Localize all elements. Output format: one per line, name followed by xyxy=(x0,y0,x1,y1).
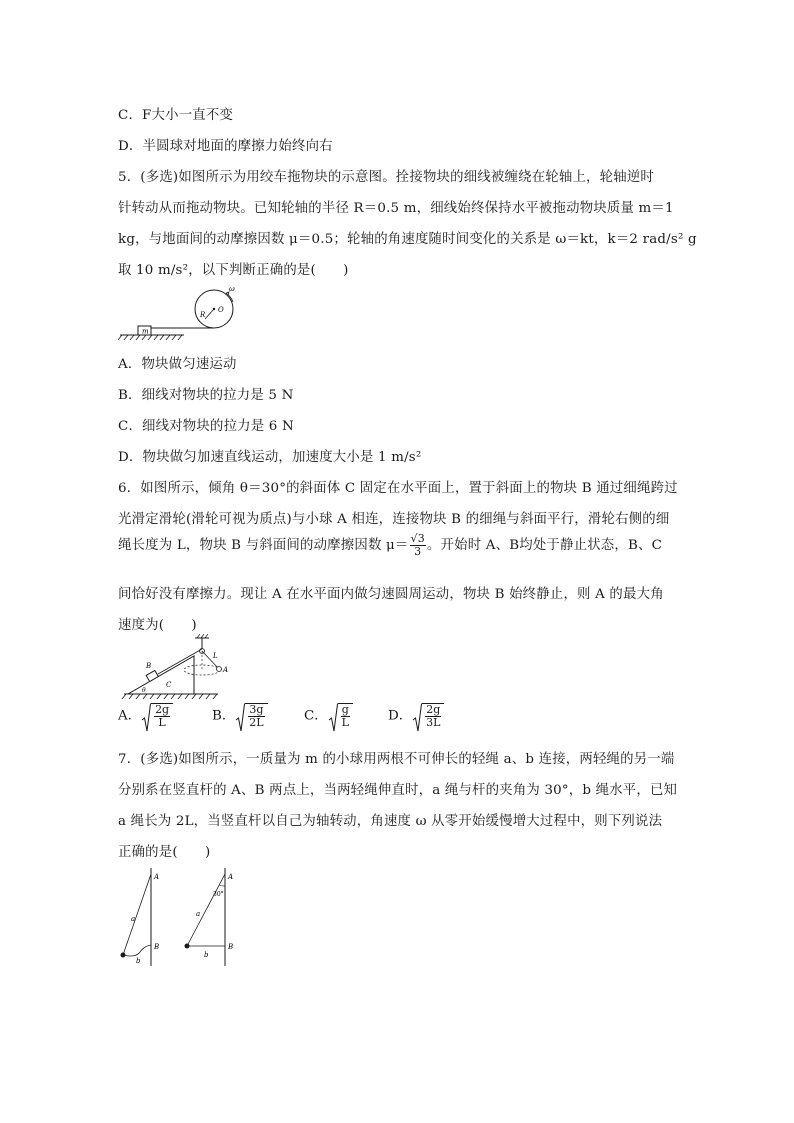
q7-stem-line-1: 7．(多选)如图所示，一质量为 m 的小球用两根不可伸长的轻绳 a、b 连接，两轻绳的另一端 xyxy=(118,752,675,767)
q7-label-rope-b-2: b xyxy=(204,951,209,959)
q5-option-c: C．细线对物块的拉力是 6 N xyxy=(118,419,294,434)
q6-option-a-label: A． xyxy=(118,708,142,724)
q6-option-c-label: C． xyxy=(304,708,328,724)
q6-option-b-label: B． xyxy=(212,708,236,724)
q7-label-b-point-2: B xyxy=(228,943,234,951)
q5-option-a: A．物块做匀速运动 xyxy=(118,357,237,372)
q7-rod-figure-1 xyxy=(116,866,164,968)
q7-label-rope-b-1: b xyxy=(136,957,141,965)
q6-option-b-den: 2L xyxy=(249,716,264,729)
q7-label-rope-a-2: a xyxy=(196,910,201,918)
q6-stem-line-3 xyxy=(118,533,662,558)
q4-option-d: D．半圆球对地面的摩擦力始终向右 xyxy=(118,139,333,154)
q5-label-omega: ω xyxy=(229,285,235,293)
q5-label-r: R xyxy=(200,311,206,319)
q6-option-b xyxy=(212,703,268,729)
q5-option-d: D．物块做匀加速直线运动，加速度大小是 1 m/s² xyxy=(118,450,422,465)
q6-stem-line-1: 6．如图所示，倾角 θ＝30°的斜面体 C 固定在水平面上，置于斜面上的物块 B 通过细绳跨过 xyxy=(118,481,678,496)
q5-option-b: B．细线对物块的拉力是 5 N xyxy=(118,388,294,403)
q6-stem-line-2: 光滑定滑轮(滑轮可视为质点)与小球 A 相连，连接物块 B 的细绳与斜面平行，滑轮右侧的细 xyxy=(118,512,670,527)
q7-rod-figure-2 xyxy=(180,866,240,968)
q7-stem-line-4: 正确的是( ) xyxy=(118,845,211,860)
q6-label-c: C xyxy=(166,681,172,689)
q5-label-o: O xyxy=(218,306,224,314)
q6-stem-line-4: 间恰好没有摩擦力。现让 A 在水平面内做匀速圆周运动，物块 B 始终静止，则 A 的最大角 xyxy=(118,587,664,602)
q6-incline-figure xyxy=(118,634,243,700)
q6-mu-fraction xyxy=(410,533,426,558)
q7-rope-a-1 xyxy=(123,874,151,955)
q6-label-l: L xyxy=(213,652,218,660)
q7-label-a-point-2: A xyxy=(228,873,234,881)
q7-rope-a-2 xyxy=(187,874,225,946)
q6-option-c xyxy=(304,703,353,729)
q5-stem-line-2: 针转动从而拖动物块。已知轮轴的半径 R＝0.5 m，细线始终保持水平被拖动物块质量 m＝1 xyxy=(118,201,674,216)
q6-ball-a xyxy=(217,667,222,672)
q7-stem-line-2: 分别系在竖直杆的 A、B 两点上，当两轻绳伸直时，a 绳与杆的夹角为 30°，b 绳水平，已知 xyxy=(118,783,678,798)
q6-label-theta: θ xyxy=(142,687,146,694)
q7-label-rope-a-1: a xyxy=(131,915,136,923)
q6-option-d xyxy=(388,703,444,729)
q5-winch-figure xyxy=(118,282,253,344)
q7-ball-2 xyxy=(185,944,190,949)
q6-option-d-num: 2g xyxy=(426,703,441,716)
q5-stem-line-1: 5．(多选)如图所示为用绞车拖物块的示意图。拴接物块的细线被缠绕在轮轴上，轮轴逆时 xyxy=(118,170,655,185)
q6-stem-line-3b: 。开始时 A、B均处于静止状态，B、C xyxy=(426,538,663,553)
q7-rope-b-1 xyxy=(123,945,151,956)
q7-label-angle: 30° xyxy=(213,891,224,898)
q7-label-a-point-1: A xyxy=(154,873,160,881)
q6-option-a xyxy=(118,703,173,729)
q6-mu-denominator: 3 xyxy=(414,545,422,558)
q6-option-c-den: L xyxy=(341,716,349,729)
q5-stem-line-3: kg，与地面间的动摩擦因数 μ＝0.5；轮轴的角速度随时间变化的关系是 ω＝kt，k＝2 rad/s² g xyxy=(118,232,697,247)
q7-label-b-point-1: B xyxy=(154,943,160,951)
q6-option-c-num: g xyxy=(341,703,349,716)
q6-label-b: B xyxy=(146,662,152,670)
q6-stem-line-5: 速度为( ) xyxy=(118,618,197,633)
q4-option-c: C．F大小一直不变 xyxy=(118,108,234,123)
q6-stem-line-3a: 绳长度为 L，物块 B 与斜面间的动摩擦因数 μ＝ xyxy=(118,538,409,553)
q6-option-a-num: 2g xyxy=(155,703,170,716)
q6-option-d-label: D． xyxy=(388,708,413,724)
q7-ball-1 xyxy=(121,953,126,958)
q6-label-a: A xyxy=(223,666,229,674)
q6-incline-c xyxy=(128,656,194,694)
q6-option-b-num: 3g xyxy=(249,703,264,716)
q6-option-a-den: L xyxy=(158,716,166,729)
q6-option-d-den: 3L xyxy=(426,716,441,729)
q6-mu-numerator: √3 xyxy=(410,532,425,545)
q5-stem-line-4: 取 10 m/s²，以下判断正确的是( ) xyxy=(118,263,349,278)
q7-stem-line-3: a 绳长为 2L，当竖直杆以自己为轴转动，角速度 ω 从零开始缓慢增大过程中，则下列说法 xyxy=(118,814,663,829)
q5-label-m: m xyxy=(142,327,149,336)
